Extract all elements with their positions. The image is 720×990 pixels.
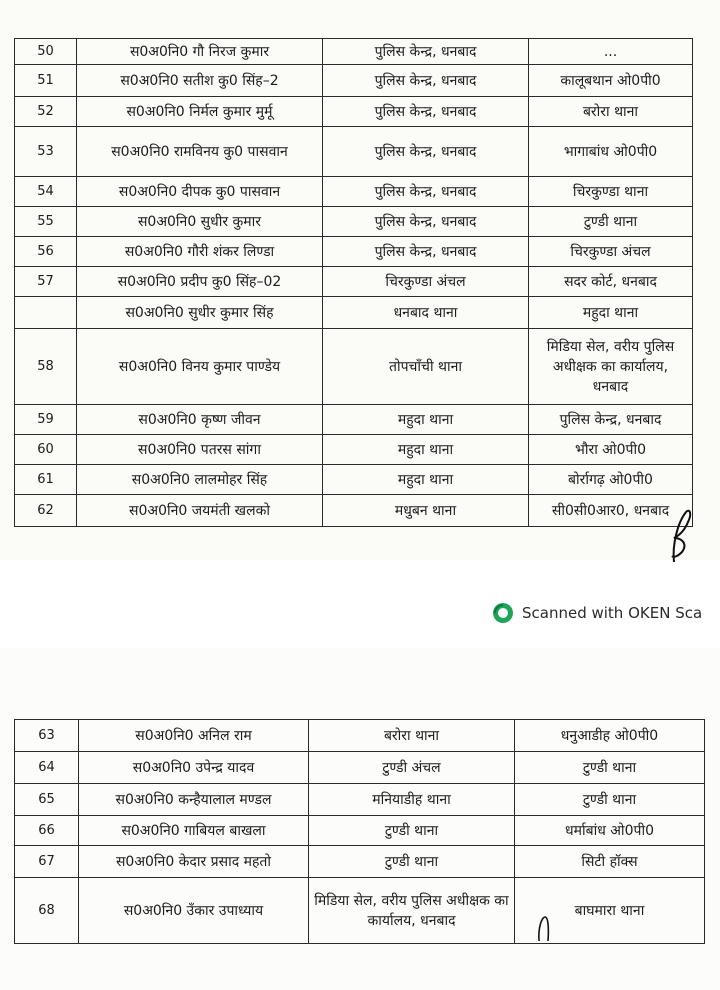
- transfer-table-page-2: [14, 719, 705, 944]
- posting-to: सी0सी0आर0, धनबाद: [529, 495, 693, 527]
- signature-mark: [660, 504, 700, 568]
- table-row: [15, 878, 705, 944]
- posting-from: टुण्डी थाना: [309, 816, 515, 846]
- table-row: [15, 65, 693, 97]
- officer-name: स0अ0नि0 रामविनय कु0 पासवान: [77, 127, 323, 177]
- posting-to: टुण्डी थाना: [515, 784, 705, 816]
- posting-to: टुण्डी थाना: [515, 752, 705, 784]
- posting-from: बरोरा थाना: [309, 720, 515, 752]
- table-row: [15, 846, 705, 878]
- pen-mark: [536, 913, 552, 943]
- posting-from: महुदा थाना: [323, 405, 529, 435]
- row-number: 58: [15, 329, 77, 405]
- posting-to: धर्माबांध ओ0पी0: [515, 816, 705, 846]
- posting-from: महुदा थाना: [323, 435, 529, 465]
- transfer-table-page-1: [14, 38, 693, 527]
- posting-to: भागाबांध ओ0पी0: [529, 127, 693, 177]
- row-number: 59: [15, 405, 77, 435]
- officer-name: स0अ0नि0 गाबियल बाखला: [79, 816, 309, 846]
- officer-name: स0अ0नि0 पतरस सांगा: [77, 435, 323, 465]
- officer-name: स0अ0नि0 निर्मल कुमार मुर्मू: [77, 97, 323, 127]
- posting-to: बोर्रागढ़ ओ0पी0: [529, 465, 693, 495]
- row-number: 68: [15, 878, 79, 944]
- posting-to: धनुआडीह ओ0पी0: [515, 720, 705, 752]
- row-number: 57: [15, 267, 77, 297]
- row-number: 56: [15, 237, 77, 267]
- posting-from: पुलिस केन्द्र, धनबाद: [323, 39, 529, 65]
- posting-from: टुण्डी थाना: [309, 846, 515, 878]
- row-number: 62: [15, 495, 77, 527]
- officer-name: स0अ0नि0 जयमंती खलको: [77, 495, 323, 527]
- row-number: 54: [15, 177, 77, 207]
- table-row: [15, 816, 705, 846]
- table-row: [15, 435, 693, 465]
- officer-name: स0अ0नि0 सुधीर कुमार: [77, 207, 323, 237]
- scan-watermark-text: Scanned with OKEN Sca: [522, 604, 703, 622]
- row-number: 60: [15, 435, 77, 465]
- row-number: 51: [15, 65, 77, 97]
- posting-from: मनियाडीह थाना: [309, 784, 515, 816]
- posting-from: पुलिस केन्द्र, धनबाद: [323, 65, 529, 97]
- oken-scanner-icon: [492, 602, 514, 624]
- posting-from: पुलिस केन्द्र, धनबाद: [323, 237, 529, 267]
- table-row: [15, 465, 693, 495]
- table-row: [15, 297, 693, 329]
- posting-to: महुदा थाना: [529, 297, 693, 329]
- officer-name: स0अ0नि0 उँकार उपाध्याय: [79, 878, 309, 944]
- posting-to: टुण्डी थाना: [529, 207, 693, 237]
- table-row: [15, 267, 693, 297]
- officer-name: स0अ0नि0 प्रदीप कु0 सिंह–02: [77, 267, 323, 297]
- row-number: 53: [15, 127, 77, 177]
- table-row: [15, 329, 693, 405]
- row-number: 50: [15, 39, 77, 65]
- posting-to: भौरा ओ0पी0: [529, 435, 693, 465]
- table-row: [15, 177, 693, 207]
- posting-from: धनबाद थाना: [323, 297, 529, 329]
- posting-to: मिडिया सेल, वरीय पुलिस अधीक्षक का कार्यालय, धनबाद: [529, 329, 693, 405]
- posting-from: महुदा थाना: [323, 465, 529, 495]
- row-number: [15, 297, 77, 329]
- table-row: [15, 720, 705, 752]
- table-row: [15, 784, 705, 816]
- posting-from: पुलिस केन्द्र, धनबाद: [323, 207, 529, 237]
- row-number: 66: [15, 816, 79, 846]
- posting-to: बरोरा थाना: [529, 97, 693, 127]
- posting-from: मधुबन थाना: [323, 495, 529, 527]
- officer-name: स0अ0नि0 कृष्ण जीवन: [77, 405, 323, 435]
- table-row: [15, 405, 693, 435]
- posting-to: ...: [529, 39, 693, 65]
- table-row: [15, 97, 693, 127]
- posting-from: तोपचाँची थाना: [323, 329, 529, 405]
- posting-to: पुलिस केन्द्र, धनबाद: [529, 405, 693, 435]
- officer-name: स0अ0नि0 कन्हैयालाल मण्डल: [79, 784, 309, 816]
- posting-to: बाघमारा थाना: [515, 878, 705, 944]
- table-row: [15, 39, 693, 65]
- officer-name: स0अ0नि0 केदार प्रसाद महतो: [79, 846, 309, 878]
- row-number: 63: [15, 720, 79, 752]
- officer-name: स0अ0नि0 विनय कुमार पाण्डेय: [77, 329, 323, 405]
- table-row: [15, 752, 705, 784]
- row-number: 61: [15, 465, 77, 495]
- row-number: 67: [15, 846, 79, 878]
- posting-to: सदर कोर्ट, धनबाद: [529, 267, 693, 297]
- officer-name: स0अ0नि0 उपेन्द्र यादव: [79, 752, 309, 784]
- row-number: 65: [15, 784, 79, 816]
- officer-name: स0अ0नि0 सुधीर कुमार सिंह: [77, 297, 323, 329]
- row-number: 52: [15, 97, 77, 127]
- officer-name: स0अ0नि0 अनिल राम: [79, 720, 309, 752]
- officer-name: स0अ0नि0 सतीश कु0 सिंह–2: [77, 65, 323, 97]
- table-row: [15, 127, 693, 177]
- posting-to: चिरकुण्डा अंचल: [529, 237, 693, 267]
- posting-from: मिडिया सेल, वरीय पुलिस अधीक्षक का कार्यालय, धनबाद: [309, 878, 515, 944]
- row-number: 55: [15, 207, 77, 237]
- officer-name: स0अ0नि0 लालमोहर सिंह: [77, 465, 323, 495]
- posting-from: पुलिस केन्द्र, धनबाद: [323, 97, 529, 127]
- posting-to: कालूबथान ओ0पी0: [529, 65, 693, 97]
- posting-from: पुलिस केन्द्र, धनबाद: [323, 177, 529, 207]
- posting-from: पुलिस केन्द्र, धनबाद: [323, 127, 529, 177]
- posting-from: टुण्डी अंचल: [309, 752, 515, 784]
- posting-from: चिरकुण्डा अंचल: [323, 267, 529, 297]
- row-number: 64: [15, 752, 79, 784]
- posting-to: सिटी हॉक्स: [515, 846, 705, 878]
- table-row: [15, 495, 693, 527]
- table-row: [15, 207, 693, 237]
- officer-name: स0अ0नि0 दीपक कु0 पासवान: [77, 177, 323, 207]
- officer-name: स0अ0नि0 गौ निरज कुमार: [77, 39, 323, 65]
- posting-to: चिरकुण्डा थाना: [529, 177, 693, 207]
- officer-name: स0अ0नि0 गौरी शंकर लिण्डा: [77, 237, 323, 267]
- table-row: [15, 237, 693, 267]
- scan-watermark: [492, 602, 702, 624]
